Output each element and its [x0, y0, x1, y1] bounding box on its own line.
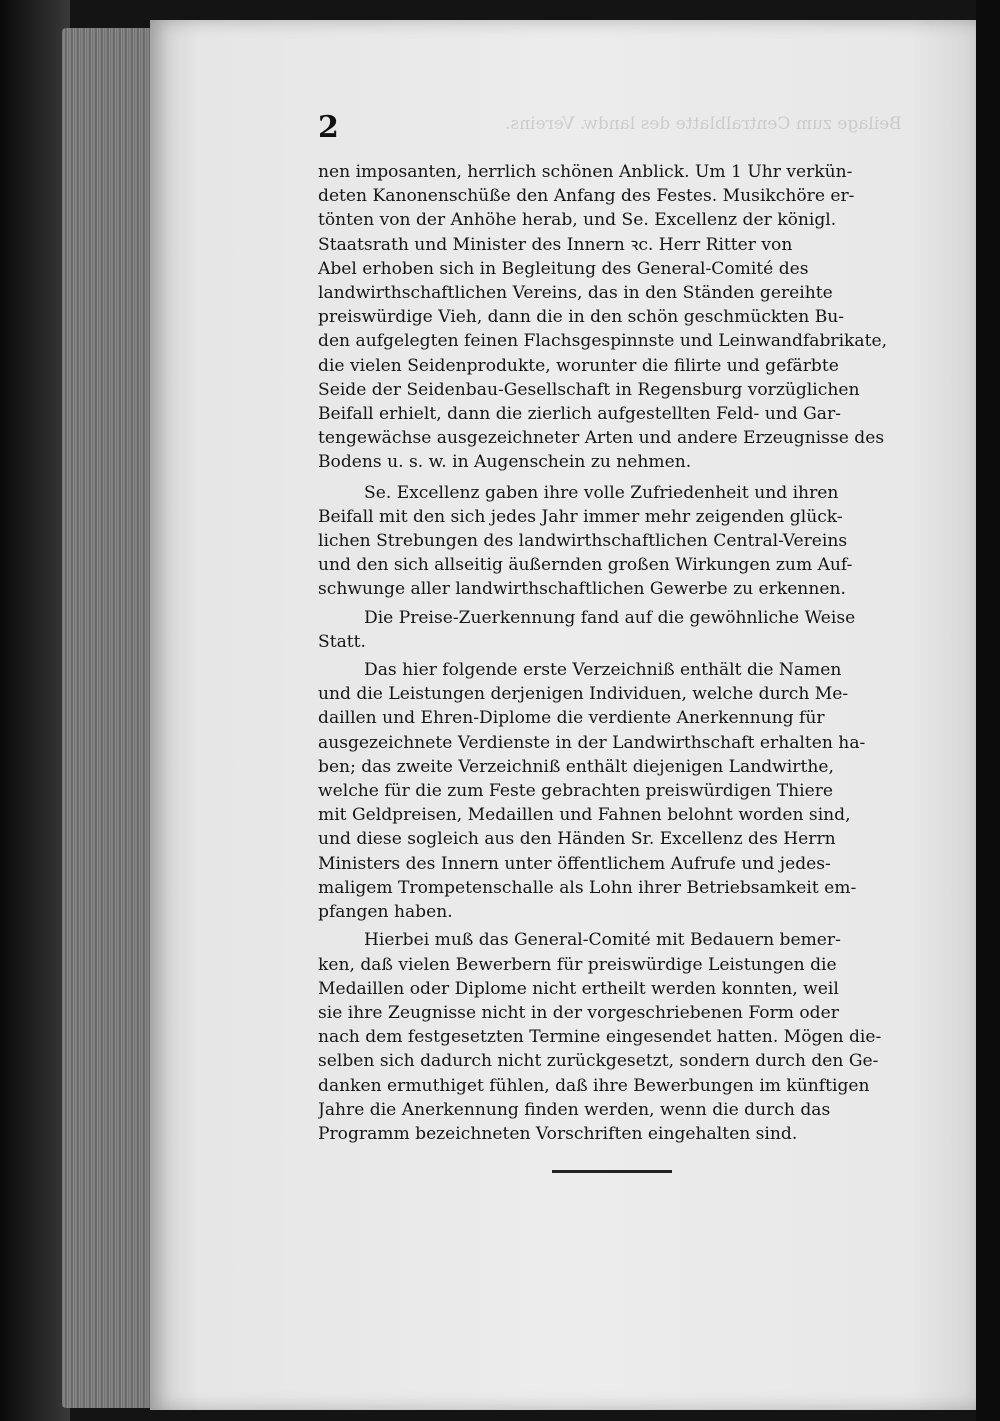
text-line: Beifall mit den sich jedes Jahr immer mehr zeigenden glück- — [318, 506, 843, 527]
scan-border — [976, 0, 1000, 1421]
book-binding — [0, 0, 70, 1421]
text-line: und die Leistungen derjenigen Individuen, welche durch Me- — [318, 684, 849, 705]
paragraph — [318, 928, 918, 1146]
text-line: Statt. — [318, 631, 366, 652]
text-line: Staatsrath und Minister des Innern ꝛc. Herr Ritter von — [318, 234, 793, 255]
text-line: Hierbei muß das General-Comité mit Bedauern bemer- — [364, 930, 841, 951]
text-line: Beifall erhielt, dann die zierlich aufgestellten Feld- und Gar- — [318, 404, 841, 425]
text-line: und diese sogleich aus den Händen Sr. Excellenz des Herrn — [318, 829, 836, 850]
body-text — [318, 160, 918, 1146]
text-line: Medaillen oder Diplome nicht ertheilt werden konnten, weil — [318, 978, 839, 999]
text-line: und den sich allseitig äußernden großen Wirkungen zum Auf- — [318, 555, 853, 576]
text-line: Das hier folgende erste Verzeichniß enthält die Namen — [364, 660, 842, 681]
text-line: tönten von der Anhöhe herab, und Se. Excellenz der königl. — [318, 210, 837, 231]
text-line: preiswürdige Vieh, dann die in den schön geschmückten Bu- — [318, 307, 845, 328]
text-line: Jahre die Anerkennung finden werden, wenn die durch das — [318, 1099, 831, 1120]
text-line: die vielen Seidenprodukte, worunter die filirte und gefärbte — [318, 355, 839, 376]
paragraph — [318, 606, 918, 654]
text-line: Se. Excellenz gaben ihre volle Zufriedenheit und ihren — [364, 482, 839, 503]
text-line: Ministers des Innern unter öffentlichem Aufrufe und jedes- — [318, 853, 831, 874]
text-line: Seide der Seidenbau-Gesellschaft in Regensburg vorzüglichen — [318, 379, 860, 400]
text-line: tengewächse ausgezeichneter Arten und andere Erzeugnisse des — [318, 428, 885, 449]
text-line: Bodens u. s. w. in Augenschein zu nehmen. — [318, 452, 692, 473]
text-line: schwunge aller landwirthschaftlichen Gewerbe zu erkennen. — [318, 579, 846, 600]
text-line: nach dem festgesetzten Termine eingesendet hatten. Mögen die- — [318, 1027, 882, 1048]
text-line: daillen und Ehren-Diplome die verdiente Anerkennung für — [318, 708, 825, 729]
bleed-through-text: Beilage zum Centralblatte des landw. Vereins. — [505, 114, 902, 134]
text-line: danken ermuthiget fühlen, daß ihre Bewerbungen im künftigen — [318, 1075, 870, 1096]
text-line: landwirthschaftlichen Vereins, das in den Ständen gereihte — [318, 283, 833, 304]
text-line: lichen Strebungen des landwirthschaftlichen Central-Vereins — [318, 531, 848, 552]
text-line: mit Geldpreisen, Medaillen und Fahnen belohnt worden sind, — [318, 805, 851, 826]
text-line: ben; das zweite Verzeichniß enthält diejenigen Landwirthe, — [318, 756, 834, 777]
text-line: Programm bezeichneten Vorschriften eingehalten sind. — [318, 1123, 798, 1144]
paragraph — [318, 658, 918, 924]
paragraph — [318, 160, 918, 475]
text-line: nen imposanten, herrlich schönen Anblick. Um 1 Uhr verkün- — [318, 162, 853, 182]
text-line: deten Kanonenschüße den Anfang des Festes. Musikchöre er- — [318, 186, 855, 207]
text-line: selben sich dadurch nicht zurückgesetzt, sondern durch den Ge- — [318, 1051, 879, 1072]
text-line: sie ihre Zeugnisse nicht in der vorgeschriebenen Form oder — [318, 1002, 839, 1023]
text-line: ausgezeichnete Verdienste in der Landwirthschaft erhalten ha- — [318, 732, 866, 753]
page-number: 2 — [318, 110, 339, 145]
text-line: Die Preise-Zuerkennung fand auf die gewöhnliche Weise — [364, 607, 856, 628]
text-line: pfangen haben. — [318, 902, 453, 923]
text-line: maligem Trompetenschalle als Lohn ihrer Betriebsamkeit em- — [318, 877, 857, 898]
text-line: den aufgelegten feinen Flachsgespinnste und Leinwandfabrikate, — [318, 331, 888, 352]
text-line: ken, daß vielen Bewerbern für preiswürdige Leistungen die — [318, 954, 837, 975]
text-line: Abel erhoben sich in Begleitung des General-Comité des — [318, 258, 809, 279]
section-end-rule — [552, 1170, 672, 1173]
paragraph — [318, 481, 918, 602]
text-line: welche für die zum Feste gebrachten preiswürdigen Thiere — [318, 781, 833, 802]
